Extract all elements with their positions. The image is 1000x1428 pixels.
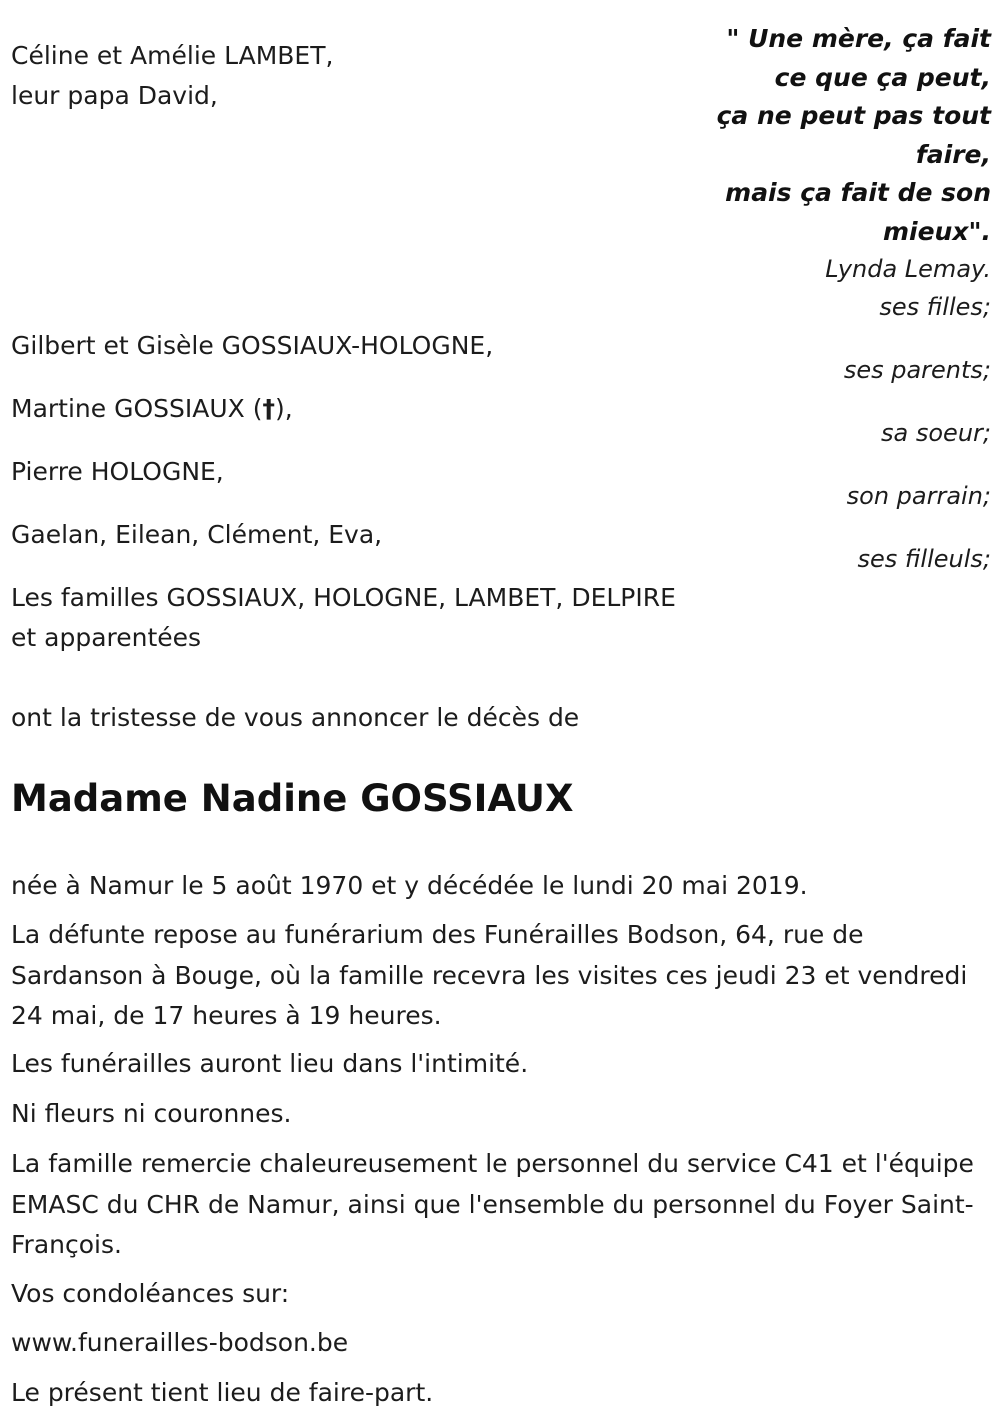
family-sister-name: Martine GOSSIAUX ( (11, 394, 263, 423)
family-extended-line2: et apparentées (11, 623, 202, 652)
paragraph-viewing: La défunte repose au funérarium des Funérailles Bodson, 64, rue de Sardanson à Bouge, où la famille recevra les visites ces jeudi 23 et vendredi 24 mai, de 17 heures à 19 heures. (11, 920, 968, 1030)
cross-icon: † (262, 394, 275, 423)
website-link[interactable]: www.funerailles-bodson.be (11, 1328, 349, 1357)
quote-author: Lynda Lemay. (825, 255, 991, 283)
family-godchildren: Gaelan, Eilean, Clément, Eva, (11, 520, 383, 549)
family-parents: Gilbert et Gisèle GOSSIAUX-HOLOGNE, (11, 331, 494, 360)
relation-sister: sa soeur; (881, 419, 991, 447)
paragraph-thanks: La famille remercie chaleureusement le personnel du service C41 et l'équipe EMASC du CHR de Namur, ainsi que l'ensemble du personnel du Foyer Saint-François. (11, 1149, 974, 1259)
quote-line: mieux". (882, 216, 991, 246)
notice-text: Le présent tient lieu de faire-part. (11, 1378, 434, 1407)
family-sister (11, 389, 293, 429)
relation-godfather: son parrain; (846, 482, 991, 510)
paragraph-flowers: Ni fleurs ni couronnes. (11, 1099, 292, 1128)
family-daughters-line2: leur papa David, (11, 81, 218, 110)
quote-block (571, 20, 991, 251)
family-extended-line1: Les familles GOSSIAUX, HOLOGNE, LAMBET, DELPIRE (11, 583, 676, 612)
deceased-name: Madame Nadine GOSSIAUX (11, 777, 574, 820)
paragraph-funeral: Les funérailles auront lieu dans l'intimité. (11, 1049, 529, 1078)
family-godfather: Pierre HOLOGNE, (11, 457, 224, 486)
condolences-label: Vos condoléances sur: (11, 1279, 290, 1308)
quote-line: faire, (915, 139, 991, 169)
relation-godchildren: ses filleuls; (857, 545, 991, 573)
relation-daughters: ses filles; (879, 293, 991, 321)
relation-parents: ses parents; (843, 356, 991, 384)
paragraph-birth-death: née à Namur le 5 août 1970 et y décédée le lundi 20 mai 2019. (11, 871, 808, 900)
family-daughters-line1: Céline et Amélie LAMBET, (11, 41, 334, 70)
quote-line: ça ne peut pas tout (716, 101, 991, 130)
family-sister-close: ), (274, 394, 293, 423)
announcement-text: ont la tristesse de vous annoncer le décès de (11, 703, 580, 732)
quote-line: " Une mère, ça fait (726, 24, 991, 53)
quote-line: ce que ça peut, (774, 62, 991, 92)
quote-line: mais ça fait de son (725, 178, 991, 207)
